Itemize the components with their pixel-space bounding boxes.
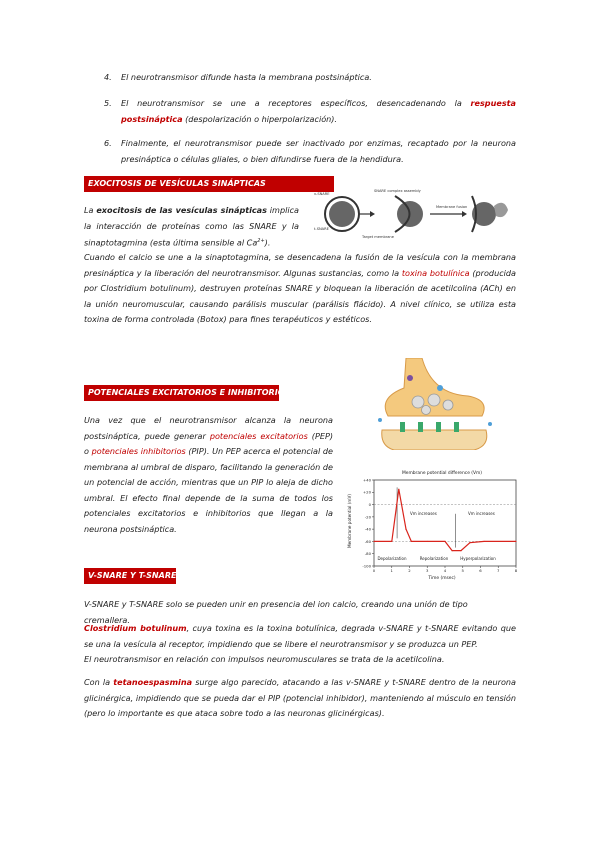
synapse-illustration — [378, 358, 496, 450]
chart-annotation: Repolarization — [419, 556, 449, 561]
chart-axes — [374, 480, 516, 566]
postsynaptic-membrane — [382, 430, 487, 450]
release-cloud — [494, 203, 508, 217]
highlight-term: Clostridium botulinum — [84, 623, 187, 633]
data-point — [469, 542, 470, 543]
paragraph: V-SNARE y T-SNARE solo se pueden unir en presencia del ion calcio, creando una unión de tipo cremallera. — [84, 599, 468, 625]
section-heading: EXOCITOSIS DE VESÍCULAS SINÁPTICAS — [84, 176, 334, 192]
x-tick-label: 3 — [426, 568, 429, 573]
paragraph: Cuando el calcio se une a la sinaptotagmina, se desencadena la fusión de la vesícula con la membrana presináptica y la liberación del neurotransmisor. Algunas sustancias, como la toxina botulínica (producida por Clostridium botulinum), destruyen proteínas SNARE y bloquean la liberación de acetilcolina (ACh) en la unión neuromuscular, causando parálisis muscular (parálisis flácido). A nivel clínico, se utiliza esta toxina de forma controlada (Botox) para fines terapéuticos y estéticos. — [84, 252, 516, 324]
y-tick-label: -40 — [364, 526, 371, 532]
x-tick-label: 8 — [514, 568, 518, 573]
x-tick-label: 6 — [479, 568, 482, 573]
svg-text:v-SNARE: v-SNARE — [314, 192, 330, 196]
membrane-potential-chart — [346, 466, 522, 582]
x-tick-label: 1 — [390, 568, 393, 573]
svg-text:Membrane fusion: Membrane fusion — [436, 205, 468, 209]
highlight-term: respuesta postsináptica — [121, 98, 516, 124]
highlight-term: toxina botulínica — [401, 267, 470, 278]
data-point — [515, 541, 516, 542]
data-point — [398, 489, 399, 490]
y-tick-label: +20 — [362, 489, 371, 495]
x-tick-label: 0 — [372, 568, 376, 573]
svg-text:Target membrane: Target membrane — [362, 235, 394, 239]
highlight-term: potenciales inhibitorios — [91, 446, 186, 456]
data-point — [483, 541, 484, 542]
list-item: El neurotransmisor difunde hasta la membrana postsináptica. — [121, 72, 372, 82]
list-number: 5. — [104, 98, 112, 108]
bold-term: exocitosis de las vesículas sinápticas — [96, 205, 267, 215]
data-point — [405, 529, 406, 530]
chart-ylabel: Membrane potential (mV) — [347, 494, 352, 548]
presynaptic-terminal — [385, 358, 484, 416]
section-heading: POTENCIALES EXCITATORIOS E INHIBITORIOS — [84, 385, 279, 401]
chart-xlabel: Time (msec) — [428, 576, 456, 581]
y-tick-label: -60 — [364, 538, 371, 544]
list-number: 6. — [104, 138, 112, 148]
highlight-term: tetanoespasmina — [113, 677, 193, 687]
data-point — [427, 541, 428, 542]
list-number: 4. — [104, 72, 112, 82]
paragraph: La exocitosis de las vesículas sinápticas implica la interacción de proteínas como las SNARE y la sinaptotagmina (esta última sensible al $Ca^{2+}$). — [84, 205, 299, 248]
paragraph: Clostridium botulinum, cuya toxina es la toxina botulínica, degrada v-SNARE y t-SNARE evitando que se una la vesícula al receptor, impidiendo que se libere el neurotransmisor y se produzca un PEP. — [84, 623, 516, 649]
y-tick-label: -100 — [362, 563, 371, 569]
paragraph: Una vez que el neurotransmisor alcanza la neurona postsináptica, puede generar potenciales excitatorios (PEP) o potenciales inhibitorios (PIP). Un PEP acerca el potencial de membrana al umbral de disparo, facilitando la generación de un potencial de acción, mientras que un PIP lo aleja de dicho umbral. El efecto final depende de la suma de todos los potenciales excitatorios e inhibitorios que llegan a la neurona postsináptica. — [84, 415, 333, 534]
section-heading: V-SNARE Y T-SNARE — [84, 568, 176, 584]
snare-fusion-figure — [312, 186, 517, 244]
chart-annotation: Hyperpolarization — [460, 556, 496, 561]
highlight-term: potenciales excitatorios — [209, 430, 308, 441]
x-tick-label: 2 — [408, 568, 411, 573]
y-tick-label: +40 — [362, 477, 371, 483]
chart-annotation: Depolarization — [377, 556, 407, 561]
svg-text:SNARE complex assembly: SNARE complex assembly — [374, 189, 421, 193]
plot-frame — [374, 480, 516, 566]
data-point — [411, 541, 412, 542]
y-tick-label: 0 — [368, 501, 371, 507]
x-tick-label: 7 — [497, 568, 500, 573]
svg-text:t-SNARE: t-SNARE — [314, 227, 329, 231]
y-tick-label: -80 — [364, 551, 371, 557]
paragraph: Con la tetanoespasmina surge algo parecido, atacando a las v-SNARE y t-SNARE dentro de la neurona glicinérgica, impidiendo que se pueda dar el PIP (potencial inhibidor), manteniendo al músculo en tensión (pero lo importante es que ataca sobre todo a las neuronas glicinérgicas). — [84, 677, 516, 718]
data-point — [444, 541, 445, 542]
list-item: Finalmente, el neurotransmisor puede ser inactivado por enzimas, recaptado por la neurona presináptica o células gliales, o bien difundirse fuera de la hendidura. — [121, 138, 516, 164]
vesicle-1 — [329, 201, 355, 227]
list-item: El neurotransmisor se une a receptores específicos, desencadenando la respuesta postsináptica (despolarización o hiperpolarización). — [121, 98, 516, 124]
x-tick-label: 5 — [461, 568, 464, 573]
y-tick-label: -20 — [364, 514, 371, 520]
data-point — [460, 550, 461, 551]
chart-title: Membrane potential difference (Vm) — [402, 471, 482, 476]
data-point — [391, 541, 392, 542]
data-point — [373, 541, 374, 542]
chart-annotation: Vm increases — [468, 511, 495, 516]
paragraph: El neurotransmisor en relación con impulsos neuromusculares se trata de la acetilcolina. — [84, 654, 445, 664]
receptor — [400, 422, 405, 432]
data-point — [452, 550, 453, 551]
vesicle — [412, 396, 424, 408]
x-tick-label: 4 — [443, 568, 447, 573]
chart-annotation: Vm increases — [410, 511, 437, 516]
